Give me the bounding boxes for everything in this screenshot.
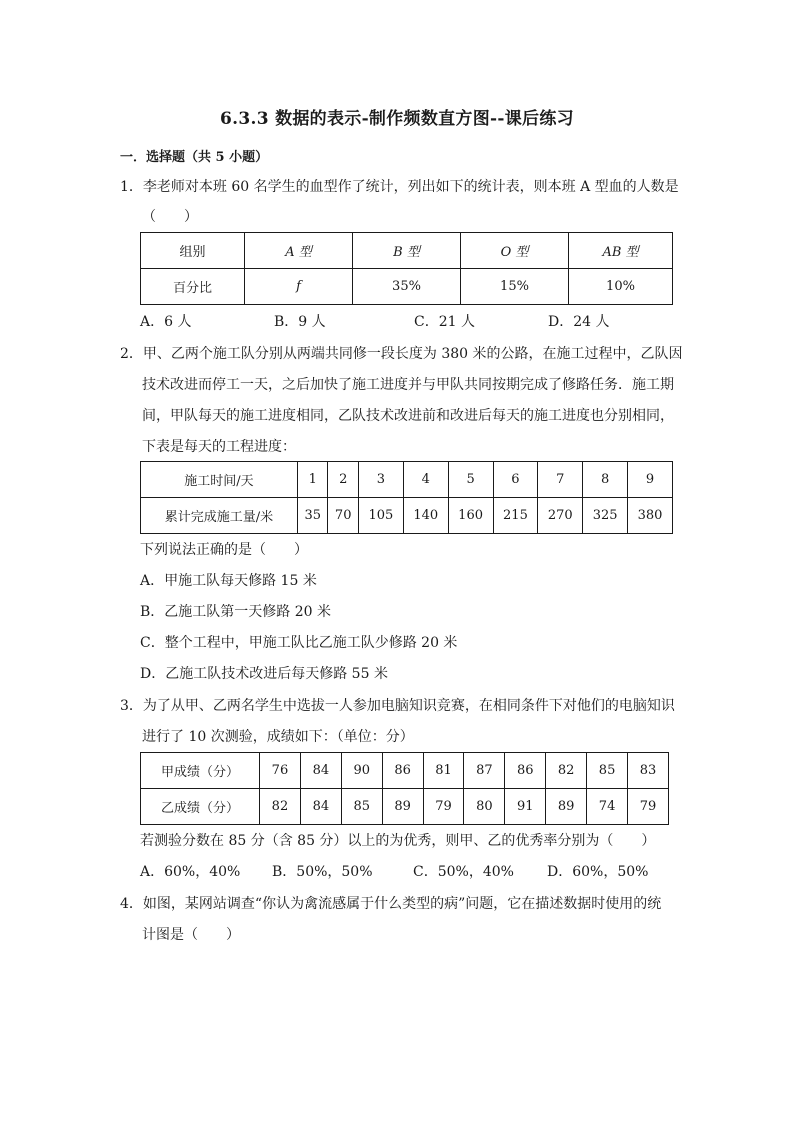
table-cell: 90 xyxy=(341,753,382,789)
q3-option-a: A．60%，40% xyxy=(140,864,241,880)
table-cell: 270 xyxy=(538,498,583,534)
table-cell: O 型 xyxy=(461,233,569,269)
table-cell: 85 xyxy=(341,789,382,825)
table-row xyxy=(141,498,673,534)
q3-option-c: C．50%，40% xyxy=(413,864,514,880)
table-cell: 82 xyxy=(546,753,587,789)
table-cell: 甲成绩（分） xyxy=(141,753,260,789)
table-row xyxy=(141,269,673,305)
table-cell: 160 xyxy=(448,498,493,534)
table-cell: 91 xyxy=(505,789,546,825)
table-cell: 79 xyxy=(628,789,669,825)
table-cell: 35% xyxy=(353,269,461,305)
q2-table xyxy=(140,461,673,534)
table-cell: 79 xyxy=(423,789,464,825)
q1-option-b: B．9 人 xyxy=(274,314,326,330)
q2-line-2: 技术改进而停工一天，之后加快了施工进度并与甲队共同按期完成了修路任务．施工期 xyxy=(142,377,674,393)
q4-line-1: 4．如图，某网站调查“你认为禽流感属于什么类型的病”问题，它在描述数据时使用的统 xyxy=(120,896,662,912)
table-cell: 5 xyxy=(448,462,493,498)
table-cell: 87 xyxy=(464,753,505,789)
table-cell: 10% xyxy=(569,269,673,305)
table-cell: 86 xyxy=(505,753,546,789)
table-cell: 380 xyxy=(628,498,673,534)
table-cell: 15% xyxy=(461,269,569,305)
table-cell: 累计完成施工量/米 xyxy=(141,498,298,534)
table-cell: 105 xyxy=(358,498,403,534)
table-cell: 89 xyxy=(546,789,587,825)
table-cell: 施工时间/天 xyxy=(141,462,298,498)
table-cell: 80 xyxy=(464,789,505,825)
table-cell: 76 xyxy=(260,753,301,789)
table-cell: 乙成绩（分） xyxy=(141,789,260,825)
table-cell: 百分比 xyxy=(141,269,245,305)
q2-prompt: 下列说法正确的是（ ） xyxy=(140,542,308,558)
q2-line-4: 下表是每天的工程进度： xyxy=(142,439,296,455)
table-cell: f xyxy=(245,269,353,305)
table-cell: 3 xyxy=(358,462,403,498)
table-row xyxy=(141,753,669,789)
table-cell: 81 xyxy=(423,753,464,789)
table-cell: 140 xyxy=(403,498,448,534)
table-row xyxy=(141,233,673,269)
q2-option-a: A．甲施工队每天修路 15 米 xyxy=(140,573,317,589)
table-cell: 84 xyxy=(300,753,341,789)
q1-option-d: D．24 人 xyxy=(548,314,610,330)
table-cell: A 型 xyxy=(245,233,353,269)
table-cell: 2 xyxy=(328,462,358,498)
table-cell: 7 xyxy=(538,462,583,498)
table-cell: 82 xyxy=(260,789,301,825)
q3-line-1: 3．为了从甲、乙两名学生中选拔一人参加电脑知识竞赛，在相同条件下对他们的电脑知识 xyxy=(120,698,675,714)
table-cell: AB 型 xyxy=(569,233,673,269)
q4-line-2: 计图是（ ） xyxy=(142,927,240,943)
q1-line-1: 1．李老师对本班 60 名学生的血型作了统计，列出如下的统计表，则本班 A 型血的人数是 xyxy=(120,179,679,195)
page-title: 6.3.3 数据的表示-制作频数直方图--课后练习 xyxy=(220,109,574,129)
q1-table xyxy=(140,232,673,305)
q2-option-b: B．乙施工队第一天修路 20 米 xyxy=(140,604,332,620)
table-row xyxy=(141,789,669,825)
table-cell: 89 xyxy=(382,789,423,825)
table-cell: 85 xyxy=(587,753,628,789)
q2-option-c: C．整个工程中，甲施工队比乙施工队少修路 20 米 xyxy=(140,635,458,651)
table-cell: 6 xyxy=(493,462,538,498)
table-cell: 4 xyxy=(403,462,448,498)
table-cell: 9 xyxy=(628,462,673,498)
table-cell: 8 xyxy=(583,462,628,498)
q2-line-3: 间，甲队每天的施工进度相同，乙队技术改进前和改进后每天的施工进度也分别相同， xyxy=(142,408,674,424)
table-cell: 组别 xyxy=(141,233,245,269)
table-cell: 74 xyxy=(587,789,628,825)
q2-line-1: 2．甲、乙两个施工队分别从两端共同修一段长度为 380 米的公路，在施工过程中，乙队因 xyxy=(120,346,683,362)
table-row xyxy=(141,462,673,498)
table-cell: 325 xyxy=(583,498,628,534)
table-cell: 86 xyxy=(382,753,423,789)
q3-line-2: 进行了 10 次测验，成绩如下：（单位：分） xyxy=(142,729,414,745)
q1-options xyxy=(140,311,610,331)
table-cell: 35 xyxy=(298,498,328,534)
q3-option-d: D．60%，50% xyxy=(547,864,649,880)
q3-option-b: B．50%，50% xyxy=(272,864,373,880)
section-heading: 一．选择题（共 5 小题） xyxy=(120,150,269,165)
table-cell: 84 xyxy=(300,789,341,825)
q3-options xyxy=(140,861,648,881)
table-cell: 70 xyxy=(328,498,358,534)
q3-table xyxy=(140,752,669,825)
q3-prompt: 若测验分数在 85 分（含 85 分）以上的为优秀，则甲、乙的优秀率分别为（ ） xyxy=(140,833,656,849)
table-cell: 1 xyxy=(298,462,328,498)
table-cell: 83 xyxy=(628,753,669,789)
table-cell: 215 xyxy=(493,498,538,534)
table-cell: B 型 xyxy=(353,233,461,269)
q2-option-d: D．乙施工队技术改进后每天修路 55 米 xyxy=(140,666,388,682)
q1-option-a: A．6 人 xyxy=(140,314,192,330)
q1-line-2: （ ） xyxy=(142,209,198,225)
q1-option-c: C．21 人 xyxy=(414,314,475,330)
